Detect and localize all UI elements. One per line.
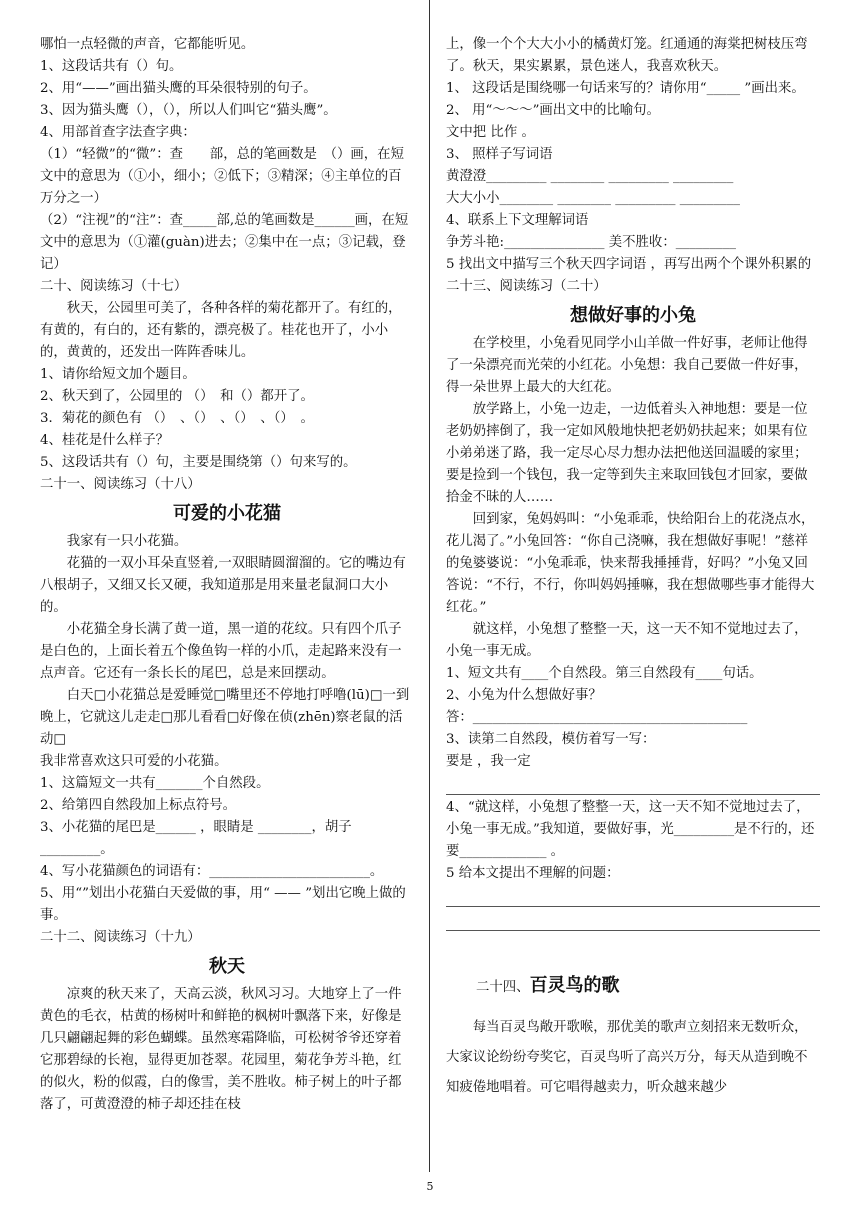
passage-paragraph: 我非常喜欢这只可爱的小花猫。 <box>40 754 228 769</box>
question: 4、桂花是什么样子？ <box>40 433 170 448</box>
passage-paragraph: 就这样，小兔想了整整一天，这一天不知不觉地过去了，小兔一事无成。 <box>446 622 808 659</box>
section-heading: 二十三、阅读练习（二十） <box>446 279 607 294</box>
question: 5 找出文中描写三个秋天四字词语 ，再写出两个个课外积累的 <box>446 257 812 272</box>
passage-title: 百灵鸟的歌 <box>529 975 620 996</box>
question: 4、联系上下文理解词语 <box>446 213 589 228</box>
question: 4、写小花猫颜色的词语有：________________________。 <box>40 864 384 879</box>
passage-paragraph: 花猫的一双小耳朵直竖着,一双眼睛圆溜溜的。它的嘴边有八根胡子，又细又长又硬，我知道那是用来量老鼠洞口大小的。 <box>40 556 406 615</box>
question: 4、“就这样，小兔想了整整一天，这一天不知不觉地过去了，小兔一事无成。”我知道，要做好事，光_________是不行的，还要_____________ 。 <box>446 800 815 859</box>
passage-paragraph: 我家有一只小花猫。 <box>66 534 188 549</box>
question: 2、 用“～～～”画出文中的比喻句。 <box>446 103 660 118</box>
question: 5、用“”划出小花猫白天爱做的事，用“ —— ”划出它晚上做的事。 <box>40 886 406 923</box>
question: 文中把 比作 。 <box>446 125 535 140</box>
passage-paragraph: 凉爽的秋天来了，天高云淡，秋风习习。大地穿上了一件黄色的毛衣，枯黄的杨树叶和鲜艳的枫树叶飘落下来，好像是几只翩翩起舞的彩色蝴蝶。虽然寒霜降临，可松树爷爷还穿着它那碧绿的长袍，显得更加苍翠。花园里，菊花争芳斗艳，红的似火，粉的似霞，白的像雪，美不胜收。柿子树上的叶子都落了，可黄澄澄的柿子却还挂在枝 <box>40 987 402 1112</box>
question: 争芳斗艳:_______________ 美不胜收：_________ <box>446 235 736 250</box>
question: 2、用“——”画出猫头鹰的耳朵很特别的句子。 <box>40 81 317 96</box>
right-column <box>446 34 820 1103</box>
question: 2、小兔为什么想做好事？ <box>446 688 602 703</box>
question: 1、短文共有____个自然段。第三自然段有____句话。 <box>446 666 763 681</box>
question: 1、这篇短文一共有_______个自然段。 <box>40 776 270 791</box>
left-column <box>40 34 414 1116</box>
section-heading: 二十、阅读练习（十七） <box>40 279 188 294</box>
question: 要是 ，我一定 <box>446 754 531 769</box>
question: 1、 这段话是围绕哪一句话来写的？请你用“_____ ”画出来。 <box>446 81 805 96</box>
passage-paragraph: 回到家，兔妈妈叫：“小兔乖乖，快给阳台上的花浇点水，花儿渴了。”小兔回答：“你自己浇嘛，我在想做好事呢！”慈祥的兔婆婆说：“小兔乖乖，快来帮我捶捶背，好吗？”小兔又回答说：“不行，不行，你叫妈妈捶嘛，我在想做哪些事才能得大红花。” <box>446 512 815 615</box>
passage-paragraph: 放学路上，小兔一边走，一边低着头入神地想：要是一位老奶奶摔倒了，我一定如风般地快把老奶奶扶起来；如果有位小弟弟迷了路，我一定尽心尽力想办法把他送回温暖的家里；要是捡到一个钱包，我一定等到失主来取回钱包才回家，要做拾金不昧的人…… <box>446 402 808 505</box>
passage-title: 秋天 <box>209 956 245 977</box>
question: 黄澄澄_________ ________ _________ _________ <box>446 169 734 184</box>
question: 3、 照样子写词语 <box>446 147 553 162</box>
passage-paragraph: 每当百灵鸟敞开歌喉，那优美的歌声立刻招来无数听众，大家议论纷纷夸奖它，百灵鸟听了高兴万分，每天从造到晚不知疲倦地唱着。可它唱得越卖力，听众越来越少 <box>446 1020 808 1095</box>
question: 1、请你给短文加个题目。 <box>40 367 196 382</box>
passage-title: 想做好事的小兔 <box>570 305 696 326</box>
passage-title: 可爱的小花猫 <box>173 503 281 524</box>
answer-line <box>446 909 820 931</box>
question: 3、因为猫头鹰（），（），所以人们叫它“猫头鹰”。 <box>40 103 337 118</box>
question: 大大小小________ ________ _________ _________ <box>446 191 740 206</box>
section-heading: 二十二、阅读练习（十九） <box>40 930 201 945</box>
question: 2、秋天到了，公园里的 （） 和（）都开了。 <box>40 389 314 404</box>
question: （1）“轻微”的“微”：查 部，总的笔画数是 （）画，在短文中的意思为（①小，细小；②低下；③精深；④主单位的百万分之一） <box>40 147 404 206</box>
question: 4、用部首查字法查字典： <box>40 125 196 140</box>
passage-paragraph: 小花猫全身长满了黄一道，黑一道的花纹。只有四个爪子是白色的，上面长着五个像鱼钩一样的小爪，走起路来没有一点声音。它还有一条长长的尾巴，总是来回摆动。 <box>40 622 402 681</box>
question: （2）“注视”的“注”：查_____部,总的笔画数是______画，在短文中的意思为（①灌(guàn)进去；②集中在一点；③记载，登记） <box>40 213 409 272</box>
question: 3、小花猫的尾巴是______ ，眼睛是 ________，胡子_________。 <box>40 820 352 857</box>
column-divider <box>429 0 430 1172</box>
question: 3、读第二自然段，模仿着写一写： <box>446 732 656 747</box>
question: 1、这段话共有（）句。 <box>40 59 183 74</box>
page-number: 5 <box>426 1180 434 1193</box>
passage-paragraph: 白天□小花猫总是爱睡觉□嘴里还不停地打呼噜(lū)□一到晚上，它就这儿走走□那儿看看□好像在侦(zhēn)察老鼠的活动□ <box>40 688 410 747</box>
section-number: 二十四、 <box>476 980 530 995</box>
question: 2、给第四自然段加上标点符号。 <box>40 798 236 813</box>
question: 答：_________________________________________ <box>446 710 748 725</box>
section-heading: 二十一、阅读练习（十八） <box>40 477 201 492</box>
question: 5 给本文提出不理解的问题： <box>446 866 620 881</box>
passage-paragraph: 秋天，公园里可美了，各种各样的菊花都开了。有红的，有黄的，有白的，还有紫的，漂亮极了。桂花也开了，小小的，黄黄的，还发出一阵阵香味儿。 <box>40 301 402 360</box>
passage-paragraph: 上，像一个个大大小小的橘黄灯笼。红通通的海棠把树枝压弯了。秋天，果实累累，景色迷人，我喜欢秋天。 <box>446 37 808 74</box>
passage-paragraph: 在学校里，小兔看见同学小山羊做一件好事，老师让他得了一朵漂亮而光荣的小红花。小兔想：我自己要做一件好事，得一朵世界上最大的大红花。 <box>446 336 808 395</box>
text-line: 哪怕一点轻微的声音，它都能听见。 <box>40 37 255 52</box>
answer-line <box>446 773 820 795</box>
section-heading <box>446 971 820 1003</box>
question: 3．菊花的颜色有 （） 、（） 、（） 、（） 。 <box>40 411 314 426</box>
question: 5、这段话共有（）句，主要是围绕第（）句来写的。 <box>40 455 357 470</box>
answer-line <box>446 885 820 907</box>
